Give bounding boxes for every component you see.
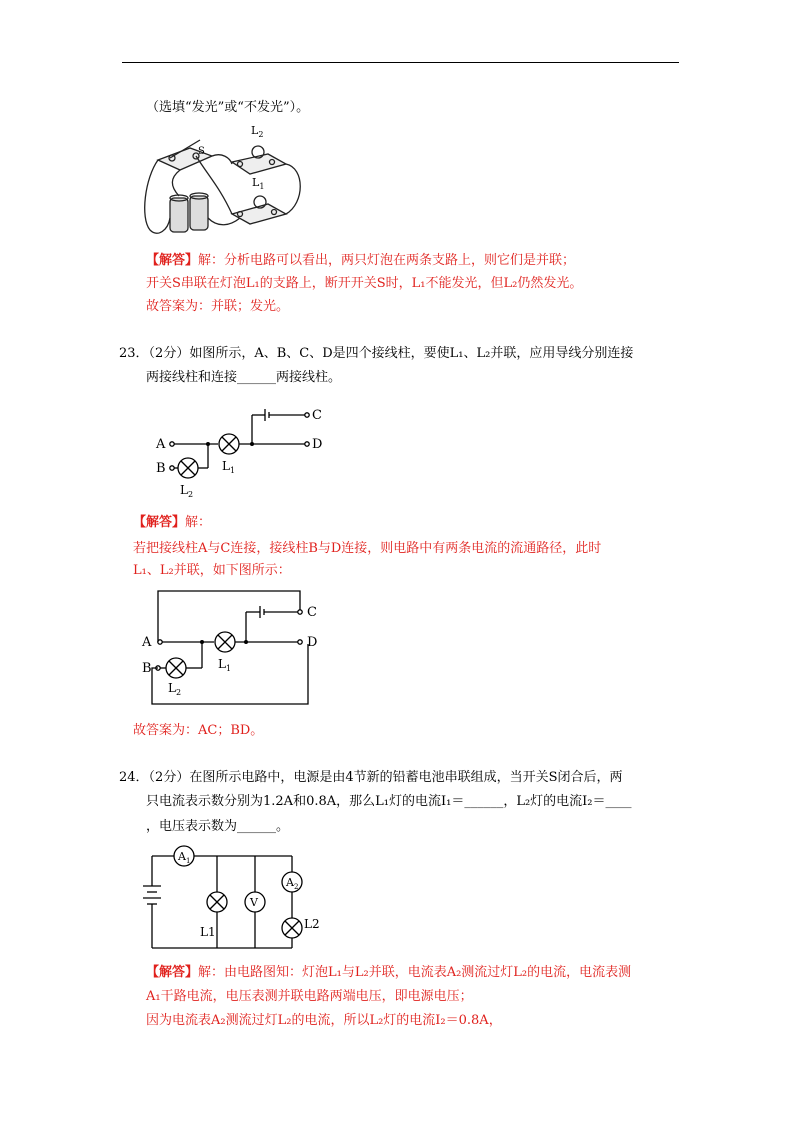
svg-text:A: A <box>156 437 166 452</box>
svg-text:B: B <box>142 661 152 676</box>
answer-tag: 【解答】 <box>146 965 199 980</box>
svg-text:L2: $L_2$ <box>251 124 264 139</box>
svg-text:S: S <box>198 146 205 157</box>
answer-text: 解：由电路图知：灯泡L₁与L₂并联，电流表A₂测流过灯L₂的电流，电流表测 <box>198 965 632 980</box>
svg-text:A: A <box>142 635 152 650</box>
q22-circuit-photo <box>140 118 310 243</box>
svg-text:A2: $A_2$ <box>286 876 299 891</box>
svg-text:D: D <box>312 437 323 452</box>
q24-line2: 只电流表示数分别为1.2A和0.8A，那么L₁灯的电流I₁＝______，L₂灯的电流I₂＝____ <box>146 794 632 809</box>
svg-text:C: C <box>307 605 317 620</box>
answer-tag: 【解答】 <box>133 515 186 530</box>
q23-answer-line1: 若把接线柱A与C连接，接线柱B与D连接，则电路中有两条电流的流通路径，此时 <box>133 541 602 556</box>
answer-tag: 【解答】 <box>146 253 199 268</box>
q22-answer-line1 <box>146 253 575 269</box>
q22-answer-line2: 开关S串联在灯泡L₁的支路上，断开开关S时，L₁不能发光，但L₂仍然发光。 <box>146 276 583 291</box>
svg-text:V: V <box>250 896 258 909</box>
q24-line3: ，电压表示数为______。 <box>146 819 290 834</box>
q24-answer-line1 <box>146 965 631 981</box>
svg-text:L1: L1 <box>200 925 216 939</box>
q23-answer-tag-line <box>133 515 211 531</box>
q24-line1: 24．（2分）在图所示电路中，电源是由4节新的铅蓄电池串联组成，当开关S闭合后，两 <box>119 770 623 785</box>
svg-text:D: D <box>307 635 318 650</box>
q23-circuit-diagram <box>150 398 330 498</box>
q24-answer-line2: A₁干路电流，电压表测并联电路两端电压，即电源电压； <box>146 989 473 1004</box>
q24-answer-line3: 因为电流表A₂测流过灯L₂的电流，所以L₂灯的电流I₂＝0.8A， <box>146 1013 502 1028</box>
q23-line1: 23．（2分）如图所示，A、B、C、D是四个接线柱，要使L₁、L₂并联，应用导线分别连接 <box>119 346 634 361</box>
q23-final-answer: 故答案为：AC；BD。 <box>133 723 264 738</box>
svg-text:L1: $L_1$ <box>252 176 265 191</box>
q23-answer-circuit-diagram <box>140 588 330 708</box>
svg-text:C: C <box>312 408 322 423</box>
svg-text:B: B <box>156 461 166 476</box>
svg-text:L2: $L_2$ <box>168 681 182 697</box>
header-rule <box>122 62 679 63</box>
svg-text:L1: $L_1$ <box>218 657 232 673</box>
q23-answer-line2: L₁、L₂并联，如下图所示： <box>133 563 291 578</box>
svg-text:L2: $L_2$ <box>180 483 194 498</box>
q22-tail-text: （选填“发光”或“不发光”）。 <box>146 100 310 115</box>
answer-text: 解： <box>185 515 212 530</box>
q22-answer-line3: 故答案为：并联；发光。 <box>146 299 290 314</box>
q23-line2: 两接线柱和连接______两接线柱。 <box>146 370 342 385</box>
q24-circuit-diagram <box>138 840 333 955</box>
answer-text: 解：分析电路可以看出，两只灯泡在两条支路上，则它们是并联； <box>198 253 576 268</box>
svg-text:L2: L2 <box>304 917 320 931</box>
svg-text:A1: $A_1$ <box>178 850 191 865</box>
svg-text:L1: $L_1$ <box>222 459 236 475</box>
